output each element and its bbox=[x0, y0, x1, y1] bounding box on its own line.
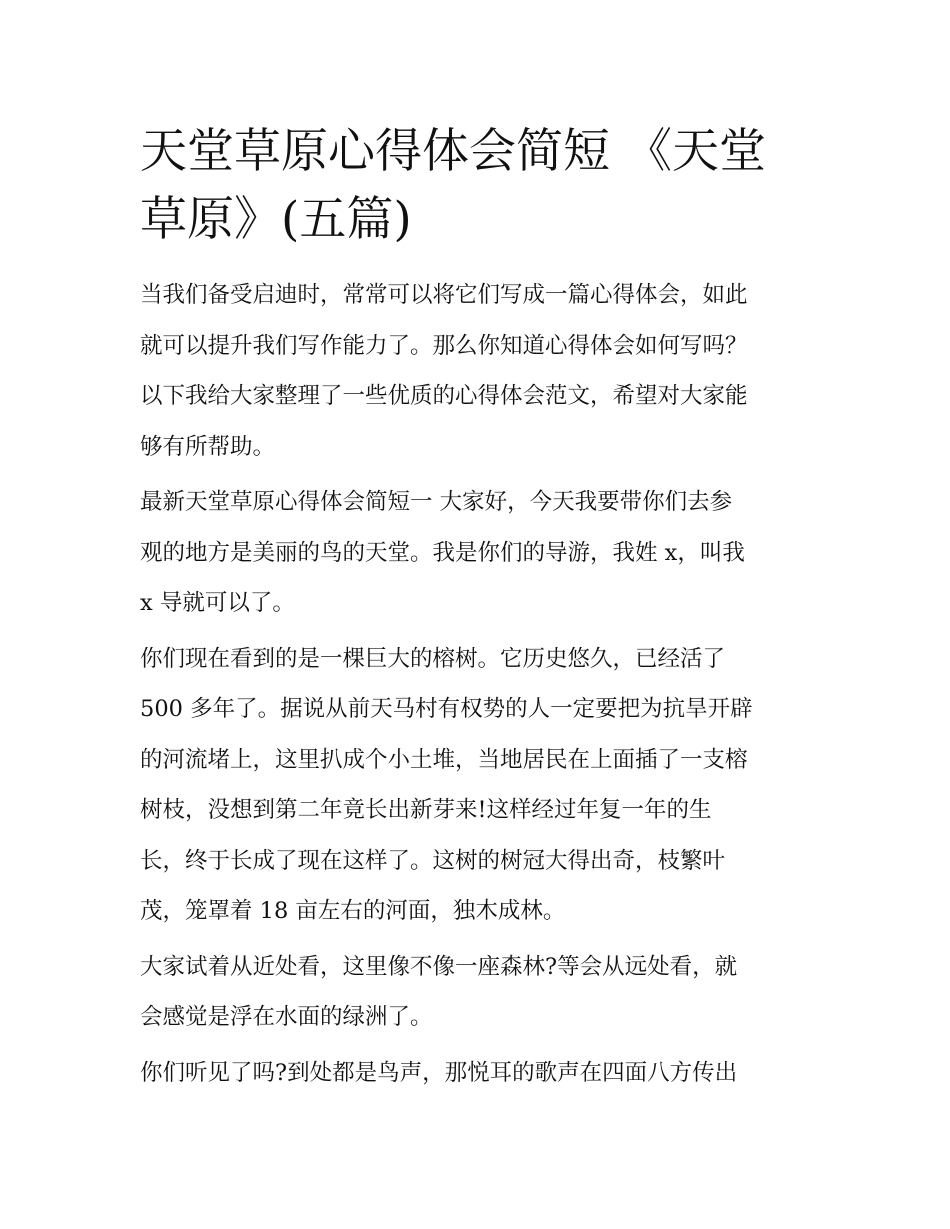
document-title: 天堂草原心得体会简短 《天堂 草原》(五篇) bbox=[140, 124, 766, 247]
paragraph-banyan-tree: 你们现在看到的是一棵巨大的榕树。它历史悠久，已经活了 500 多年了。据说从前天马村有权势的人一定要把为抗旱开辟 的河流堵上，这里扒成个小土堆，当地居民在上面插了一支榕 树枝，没想到第二年竟长出新芽来!这样经过年复一年的生 长，终于长成了现在这样了。这树的树冠大得出奇，枝繁叶 茂，笼罩着 18 亩左右的河面，独木成林。 bbox=[140, 645, 753, 924]
paragraph-greeting: 最新天堂草原心得体会简短一 大家好，今天我要带你们去参 观的地方是美丽的鸟的天堂。我是你们的导游，我姓 x，叫我 x 导就可以了。 bbox=[140, 489, 745, 616]
paragraph-view: 大家试着从近处看，这里像不像一座森林?等会从远处看，就 会感觉是浮在水面的绿洲了。 bbox=[140, 953, 738, 1030]
paragraph-intro: 当我们备受启迪时，常常可以将它们写成一篇心得体会，如此 就可以提升我们写作能力了。那么你知道心得体会如何写吗？ 以下我给大家整理了一些优质的心得体会范文，希望对大家能 够有所帮助。 bbox=[140, 282, 748, 460]
paragraph-birds: 你们听见了吗?到处都是鸟声，那悦耳的歌声在四面八方传出 bbox=[140, 1059, 738, 1086]
document-body bbox=[140, 118, 815, 1103]
